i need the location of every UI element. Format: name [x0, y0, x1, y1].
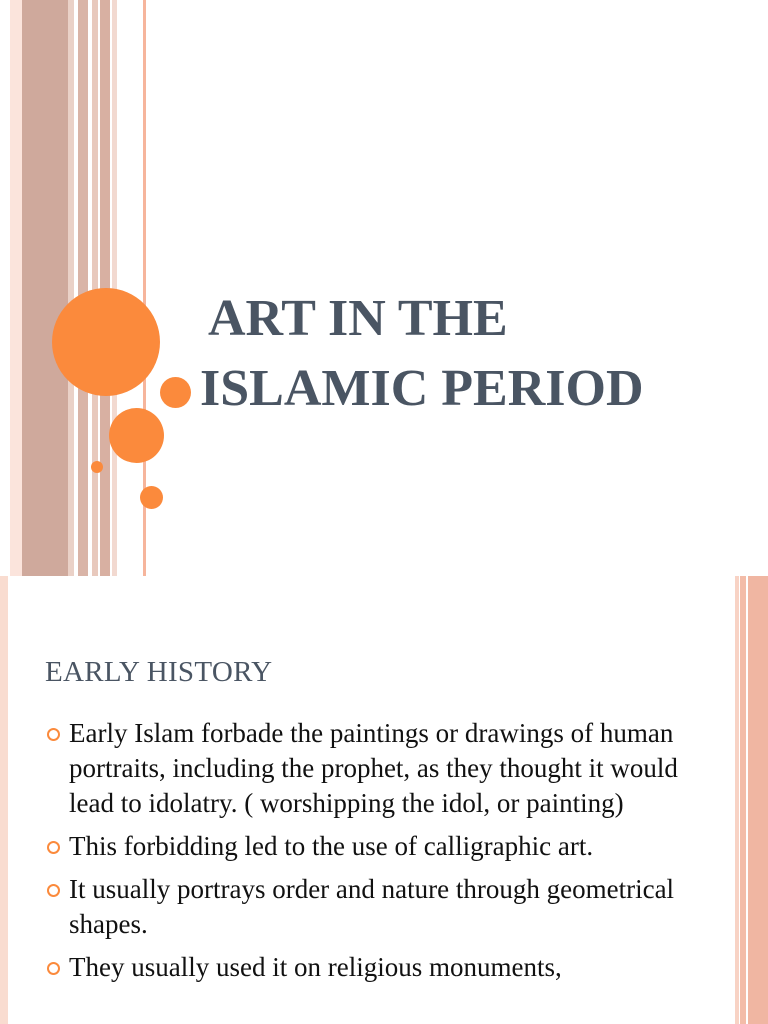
bullet-list	[46, 716, 696, 993]
decorative-circle-medium	[109, 408, 164, 463]
bullet-item	[46, 716, 696, 821]
bullet-circle-icon	[47, 728, 60, 741]
bullet-circle-icon	[47, 884, 60, 897]
bullet-text: This forbidding led to the use of calligraphic art.	[69, 831, 594, 861]
slide-title-line1: ART IN THE	[208, 290, 508, 347]
decorative-stripe	[78, 0, 88, 576]
bullet-text: Early Islam forbade the paintings or drawings of human portraits, including the prophet, as they thought it would lead to idolatry. ( worshipping the idol, or painting)	[69, 718, 678, 818]
bullet-item	[46, 950, 696, 985]
bullet-item	[46, 872, 696, 942]
decorative-circle-small	[140, 486, 163, 509]
bullet-circle-icon	[47, 962, 60, 975]
decorative-circle-small	[160, 377, 191, 408]
section-heading: EARLY HISTORY	[45, 656, 273, 688]
bullet-text: It usually portrays order and nature through geometrical shapes.	[69, 874, 675, 939]
decorative-circle-tiny	[91, 461, 103, 473]
decorative-stripe	[740, 576, 746, 1024]
decorative-stripe	[748, 576, 768, 1024]
decorative-stripe	[22, 0, 68, 576]
decorative-stripe	[10, 0, 22, 576]
decorative-stripe	[0, 576, 8, 1024]
bullet-circle-icon	[47, 841, 60, 854]
bullet-text: They usually used it on religious monuments,	[69, 952, 562, 982]
decorative-circle-large	[52, 288, 160, 396]
bullet-item	[46, 829, 696, 864]
slide-title-line2: ISLAMIC PERIOD	[200, 360, 644, 417]
decorative-stripe	[735, 576, 739, 1024]
decorative-stripe	[68, 0, 74, 576]
slide-title	[200, 284, 740, 424]
